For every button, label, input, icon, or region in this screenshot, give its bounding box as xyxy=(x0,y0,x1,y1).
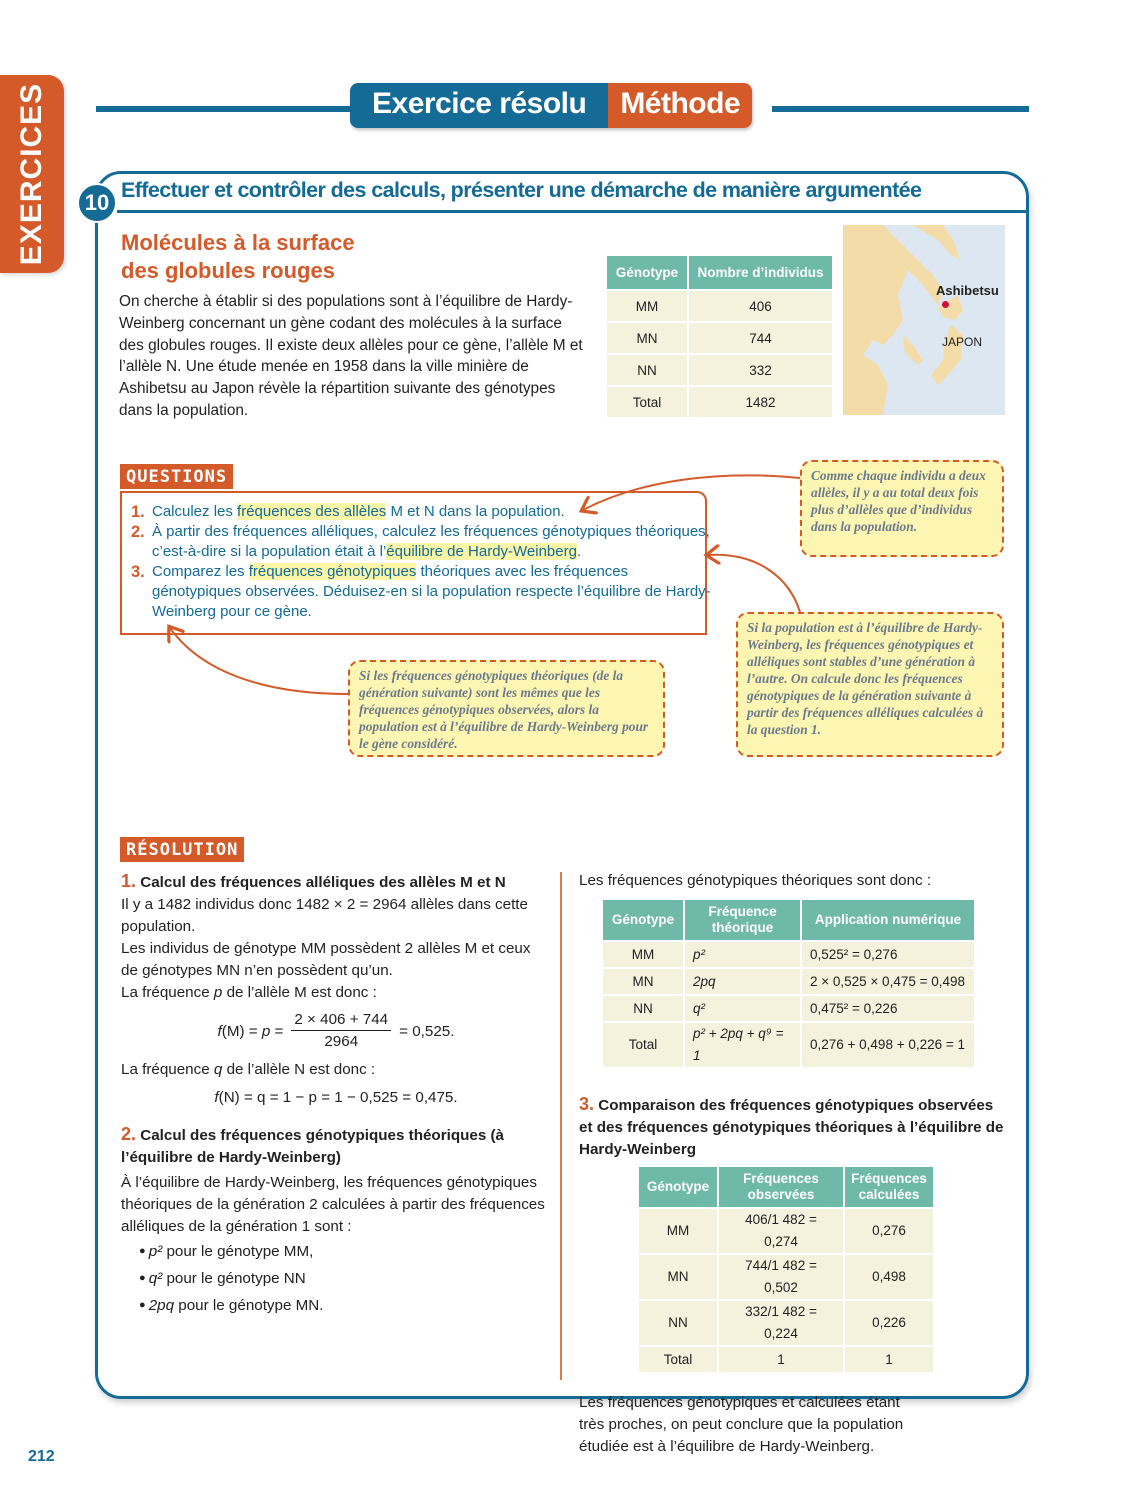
resolution-left-column xyxy=(121,870,551,1319)
japan-map xyxy=(843,225,1005,415)
table-row: MN 744/1 482 = 0,502 0,498 xyxy=(639,1255,933,1299)
question-item: 3. Comparez les fréquences génotypiques théoriques avec les fréquences génotypiques observées. Déduisez-en si la population respecte l’équilibre de Hardy-Weinberg pour ce gène. xyxy=(131,563,711,620)
table-row: MM 406/1 482 = 0,274 0,276 xyxy=(639,1209,933,1253)
table-row: NN 332/1 482 = 0,224 0,226 xyxy=(639,1301,933,1345)
table-row: MM 406 xyxy=(607,291,832,321)
page-number: 212 xyxy=(28,1448,55,1465)
col-header: Nombre d’individus xyxy=(689,256,832,289)
hint-note-alleles: Comme chaque individu a deux allèles, il y a au total deux fois plus d’allèles que d’individus dans la population. xyxy=(800,460,1004,557)
formula-f-n: f(N) = q = 1 − p = 1 − 0,525 = 0,475. xyxy=(214,1089,458,1106)
hint-note-equilibrium: Si la population est à l’équilibre de Hardy-Weinberg, les fréquences génotypiques et alléliques sont stables d’une génération à l’autre. On calcule donc les fréquences génotypiques de la génération suivante à partir des fréquences alléliques calculées à la question 1. xyxy=(736,612,1004,757)
header-rule-right xyxy=(772,106,1029,112)
table-row: Total 1482 xyxy=(607,387,832,417)
table-row: Total p² + 2pq + q⁹ = 1 0,276 + 0,498 + 0,226 = 1 xyxy=(603,1023,974,1067)
bullet-item: ● q² pour le génotype NN xyxy=(139,1265,551,1292)
column-divider xyxy=(560,872,562,1380)
hint-note-comparison: Si les fréquences génotypiques théoriques (de la génération suivante) sont les mêmes que les fréquences génotypiques observées, alors la population est à l’équilibre de Hardy-Weinberg pour le gène considéré. xyxy=(348,660,665,757)
col-header: Génotype xyxy=(607,256,687,289)
table-row: MM p² 0,525² = 0,276 xyxy=(603,942,974,967)
table-row: NN q² 0,475² = 0,226 xyxy=(603,996,974,1021)
table-row: MN 744 xyxy=(607,323,832,353)
questions-list xyxy=(131,502,711,622)
exercise-number: 10 xyxy=(77,183,117,223)
step1-para2: Les individus de génotype MM possèdent 2 allèles M et ceux de génotypes MN n’en possèdent qu’un. xyxy=(121,940,531,979)
step1-para4: La fréquence q de l’allèle N est donc : xyxy=(121,1061,376,1078)
question-item: 1. Calculez les fréquences des allèles M et N dans la population. xyxy=(131,503,565,521)
step2-para: À l’équilibre de Hardy-Weinberg, les fréquences génotypiques théoriques de la génération 2 calculées à partir des fréquences alléliques de la génération 1 sont : xyxy=(121,1174,545,1235)
step1-heading: 1. Calcul des fréquences alléliques des allèles M et N xyxy=(121,871,506,891)
header-badge xyxy=(350,83,752,128)
resolution-right-column xyxy=(579,870,1009,1458)
map-landmass-icon xyxy=(843,225,1005,415)
step2-bullets xyxy=(139,1238,551,1319)
city-marker-icon xyxy=(942,301,949,308)
header-rule-left xyxy=(96,106,354,112)
resolution-label: RÉSOLUTION xyxy=(120,837,244,862)
table-row: NN 332 xyxy=(607,355,832,385)
bullet-item: ● 2pq pour le génotype MN. xyxy=(139,1292,551,1319)
step2-heading: 2. Calcul des fréquences génotypiques théoriques (à l’équilibre de Hardy-Weinberg) xyxy=(121,1124,504,1166)
conclusion-paragraph: Les fréquences génotypiques et calculées étant très proches, on peut conclure que la population étudiée est à l’équilibre de Hardy-Weinberg. xyxy=(579,1394,904,1455)
formula-f-m: f(M) = p = $\frac{2 \times 406 + 744}{2964}$ = 0,525. xyxy=(217,1011,455,1050)
intro-paragraph: On cherche à établir si des populations sont à l’équilibre de Hardy-Weinberg concernant un gène codant des molécules à la surface des globules rouges. Il existe deux allèles pour ce gène, l’allèle M et l’allèle N. Une étude menée en 1958 dans la ville minière de Ashibetsu au Japon révèle la répartition suivante des génotypes dans la population. xyxy=(119,293,583,419)
questions-label: QUESTIONS xyxy=(120,464,233,489)
map-label-country: JAPON xyxy=(942,335,983,349)
step3-heading: 3. Comparaison des fréquences génotypiques observées et des fréquences génotypiques théoriques à l’équilibre de Hardy-Weinberg xyxy=(579,1094,1004,1158)
comparison-table: Génotype Fréquences observées Fréquences calculées MM 406/1 482 = 0,274 0,276 MN 744/1 482 = 0,502 0,498 NN 332/1 482 = 0,224 0,226 Total 1 1 xyxy=(637,1165,935,1374)
question-item: 2. À partir des fréquences alléliques, calculez les fréquences génotypiques théoriques, c’est-à-dire si la population était à l’équilibre de Hardy-Weinberg. xyxy=(131,523,710,560)
exercise-title-rule xyxy=(117,210,1029,213)
section-tab-exercices xyxy=(0,75,64,273)
table-row: MN 2pq 2 × 0,525 × 0,475 = 0,498 xyxy=(603,969,974,994)
header-methode: Méthode xyxy=(608,83,752,128)
bullet-item: ● p² pour le génotype MM, xyxy=(139,1238,551,1265)
table-row: Total 1 1 xyxy=(639,1347,933,1372)
step1-para1: Il y a 1482 individus donc 1482 × 2 = 2964 allèles dans cette population. xyxy=(121,896,528,935)
section-title: Molécules à la surface des globules rouges xyxy=(121,230,355,283)
map-label-city: Ashibetsu xyxy=(936,283,999,298)
genotype-count-table xyxy=(605,254,834,419)
theoretical-intro: Les fréquences génotypiques théoriques sont donc : xyxy=(579,872,932,889)
theoretical-frequency-table: Génotype Fréquence théorique Application numérique MM p² 0,525² = 0,276 MN 2pq 2 × 0,525 × 0,475 = 0,498 NN q² 0,475² = 0,226 Total p² + 2pq + q⁹ = 1 0,276 + 0,498 + 0,226 = 1 xyxy=(601,898,976,1069)
exercise-title: Effectuer et contrôler des calculs, présenter une démarche de manière argumentée xyxy=(121,178,922,202)
header-exercice-resolu: Exercice résolu xyxy=(350,83,608,128)
section-tab-label: EXERCICES xyxy=(15,82,49,266)
step1-para3: La fréquence p de l’allèle M est donc : xyxy=(121,984,377,1001)
